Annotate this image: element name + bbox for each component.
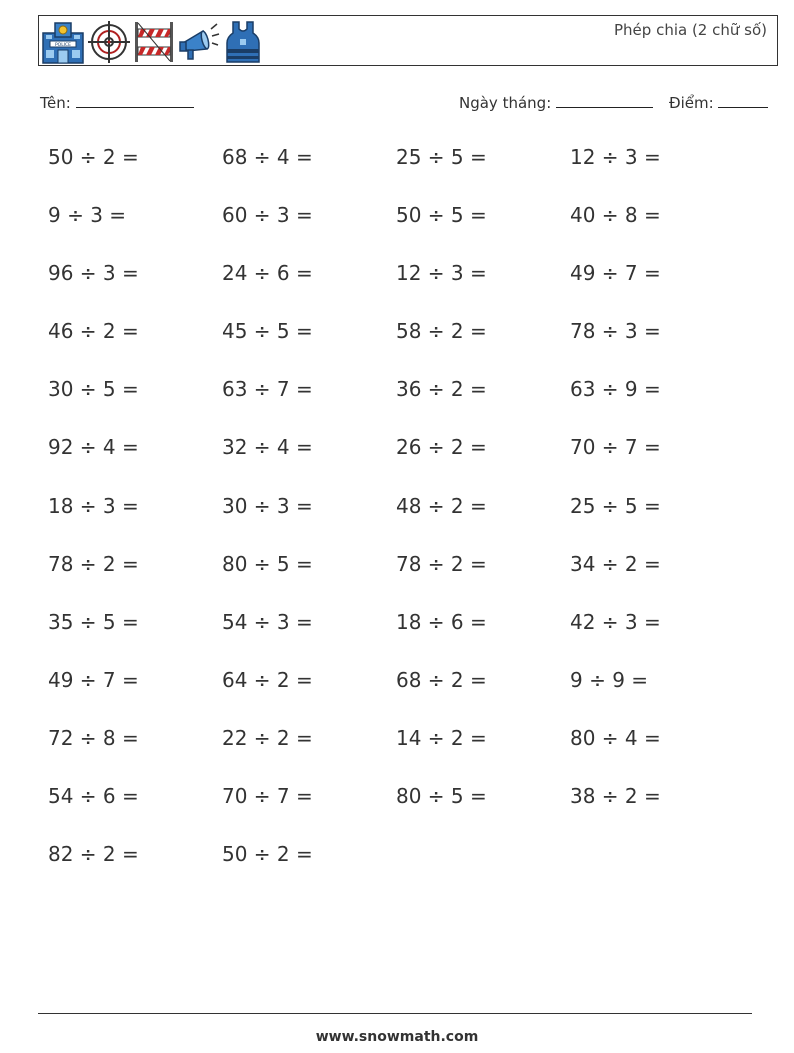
division-problem: 80 ÷ 5 = [396, 784, 487, 809]
division-problem: 92 ÷ 4 = [48, 435, 139, 460]
division-problem: 42 ÷ 3 = [570, 609, 661, 634]
problem-row [48, 203, 748, 261]
name-label: Tên: [40, 94, 71, 112]
problem-row [48, 145, 748, 203]
division-problem: 50 ÷ 2 = [222, 842, 313, 867]
problem-row [48, 842, 748, 900]
problem-grid [48, 145, 748, 900]
name-blank[interactable] [76, 93, 194, 108]
division-problem: 60 ÷ 3 = [222, 203, 313, 228]
division-problem: 54 ÷ 6 = [48, 784, 139, 809]
division-problem: 72 ÷ 8 = [48, 725, 139, 750]
date-label: Ngày tháng: [459, 94, 552, 112]
division-problem: 68 ÷ 2 = [396, 667, 487, 692]
date-blank[interactable] [556, 93, 653, 108]
division-problem: 80 ÷ 4 = [570, 725, 661, 750]
division-problem: 49 ÷ 7 = [48, 667, 139, 692]
division-problem: 54 ÷ 3 = [222, 609, 313, 634]
megaphone-icon [177, 19, 221, 65]
division-problem: 14 ÷ 2 = [396, 725, 487, 750]
police-station-icon [41, 19, 85, 65]
division-problem: 78 ÷ 2 = [396, 551, 487, 576]
footer-website: www.snowmath.com [315, 1029, 479, 1045]
footer-divider [38, 1013, 752, 1014]
division-problem: 46 ÷ 2 = [48, 319, 139, 344]
worksheet-header [38, 15, 778, 66]
problem-row [48, 435, 748, 493]
worksheet-title: Phép chia (2 chữ số) [614, 21, 767, 39]
division-problem: 35 ÷ 5 = [48, 609, 139, 634]
division-problem: 26 ÷ 2 = [396, 435, 487, 460]
division-problem: 49 ÷ 7 = [570, 261, 661, 286]
division-problem: 30 ÷ 3 = [222, 493, 313, 518]
date-field[interactable] [459, 93, 653, 112]
problem-row [48, 377, 748, 435]
division-problem: 96 ÷ 3 = [48, 261, 139, 286]
problem-row [48, 726, 748, 784]
bulletproof-vest-icon [223, 19, 263, 65]
division-problem: 70 ÷ 7 = [570, 435, 661, 460]
problem-row [48, 494, 748, 552]
division-problem: 50 ÷ 2 = [48, 145, 139, 169]
division-problem: 80 ÷ 5 = [222, 551, 313, 576]
division-problem: 48 ÷ 2 = [396, 493, 487, 518]
division-problem: 58 ÷ 2 = [396, 319, 487, 344]
division-problem: 12 ÷ 3 = [396, 261, 487, 286]
header-icons [41, 19, 263, 65]
division-problem: 40 ÷ 8 = [570, 203, 661, 228]
road-barrier-icon [133, 19, 175, 65]
division-problem: 30 ÷ 5 = [48, 377, 139, 402]
division-problem: 18 ÷ 6 = [396, 609, 487, 634]
division-problem: 22 ÷ 2 = [222, 725, 313, 750]
division-problem: 68 ÷ 4 = [222, 145, 313, 169]
division-problem: 64 ÷ 2 = [222, 667, 313, 692]
division-problem: 9 ÷ 3 = [48, 203, 127, 228]
division-problem: 24 ÷ 6 = [222, 261, 313, 286]
division-problem: 25 ÷ 5 = [570, 493, 661, 518]
division-problem: 70 ÷ 7 = [222, 784, 313, 809]
division-problem: 34 ÷ 2 = [570, 551, 661, 576]
division-problem: 12 ÷ 3 = [570, 145, 661, 169]
score-blank[interactable] [718, 93, 768, 108]
division-problem: 63 ÷ 7 = [222, 377, 313, 402]
crosshair-icon [87, 19, 131, 65]
problem-row [48, 668, 748, 726]
division-problem: 78 ÷ 2 = [48, 551, 139, 576]
problem-row [48, 610, 748, 668]
division-problem: 45 ÷ 5 = [222, 319, 313, 344]
svg-text:POLICE: POLICE [54, 43, 72, 48]
problem-row [48, 552, 748, 610]
division-problem: 32 ÷ 4 = [222, 435, 313, 460]
division-problem: 38 ÷ 2 = [570, 784, 661, 809]
division-problem: 78 ÷ 3 = [570, 319, 661, 344]
problem-row [48, 319, 748, 377]
division-problem: 82 ÷ 2 = [48, 842, 139, 867]
division-problem: 63 ÷ 9 = [570, 377, 661, 402]
division-problem: 25 ÷ 5 = [396, 145, 487, 169]
division-problem: 50 ÷ 5 = [396, 203, 487, 228]
problem-row [48, 784, 748, 842]
score-label: Điểm: [669, 94, 714, 112]
problem-row [48, 261, 748, 319]
division-problem: 9 ÷ 9 = [570, 667, 649, 692]
name-field[interactable] [40, 93, 194, 112]
division-problem: 36 ÷ 2 = [396, 377, 487, 402]
division-problem: 18 ÷ 3 = [48, 493, 139, 518]
score-field[interactable] [669, 93, 768, 112]
